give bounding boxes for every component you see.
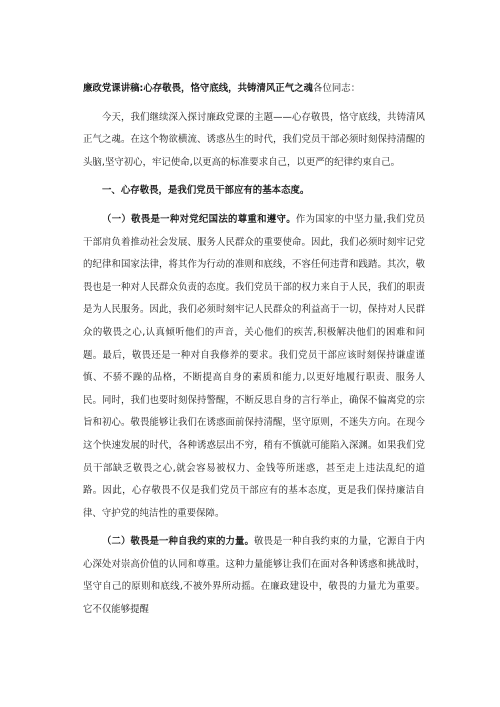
- salutation: 各位同志：: [313, 83, 361, 94]
- subsection-1-text: 作为国家的中坚力量,我们党员干部肩负着推动社会发展、服务人民群众的重要使命。因此，我们必须时刻牢记党的纪律和国家法律，将其作为行动的准则和底线，不容任何违背和践踏。其次，敬畏也是一种对人民群众负责的态度。我们党员干部的权力来自于人民，我们的职责是为人民服务。因此，我们必须时刻牢记人民群众的利益高于一切，保持对人民群众的敬畏之心,认真倾听他们的声音，关心他们的疾苦,积极解决他们的困难和问题。最后，敬畏还是一种对自我修养的要求。我们党员干部应该时刻保持谦虚谨慎、不骄不躁的品格，不断提高自身的素质和能力,以更好地履行职责、服务人民。同时，我们也要时刻保持警醒，不断反思自身的言行举止，确保不偏离党的宗旨和初心。敬畏能够让我们在诱惑面前保持清醒，坚守原则，不迷失方向。在现今这个快速发展的时代，各种诱惑层出不穷，稍有不慎就可能陷入深渊。如果我们党员干部缺乏敬畏之心,就会容易被权力、金钱等所迷惑，甚至走上违法乱纪的道路。因此，心存敬畏不仅是我们党员干部应有的基本态度，更是我们保持廉洁自律、守护党的纯洁性的重要保障。: [83, 213, 425, 519]
- document-title: 廉政党课讲稿:心存敬畏，恪守底线，共铸清风正气之魂: [83, 83, 314, 94]
- section-1-heading: 一、心存敬畏，是我们党员干部应有的基本态度。: [102, 185, 310, 197]
- document-title-line: [83, 78, 425, 101]
- subsection-1-paragraph: [83, 209, 425, 525]
- document-body: [83, 78, 425, 622]
- subsection-2-paragraph: [83, 531, 425, 621]
- subsection-2-heading: （二）敬畏是一种自我约束的力量。: [102, 536, 255, 548]
- subsection-1-heading: （一）敬畏是一种对党纪国法的尊重和遵守。: [102, 213, 296, 225]
- subsection-2-text: 敬畏是一种自我约束的力量，它源自于内心深处对崇高价值的认同和尊重。这种力量能够让我们在面对各种诱惑和挑战时，坚守自己的原则和底线,不被外界所动摇。在廉政建设中，敬畏的力量尤为重要。它不仅能够提醒: [83, 536, 425, 616]
- intro-paragraph: 今天，我们继续深入探讨廉政党课的主题——心存敬畏，恪守底线，共铸清风正气之魂。在这个物欲横流、诱惑丛生的时代，我们党员干部必须时刻保持清醒的头脑,坚守初心，牢记使命,以更高的标准要求自己，以更严的纪律约束自己。: [83, 111, 425, 168]
